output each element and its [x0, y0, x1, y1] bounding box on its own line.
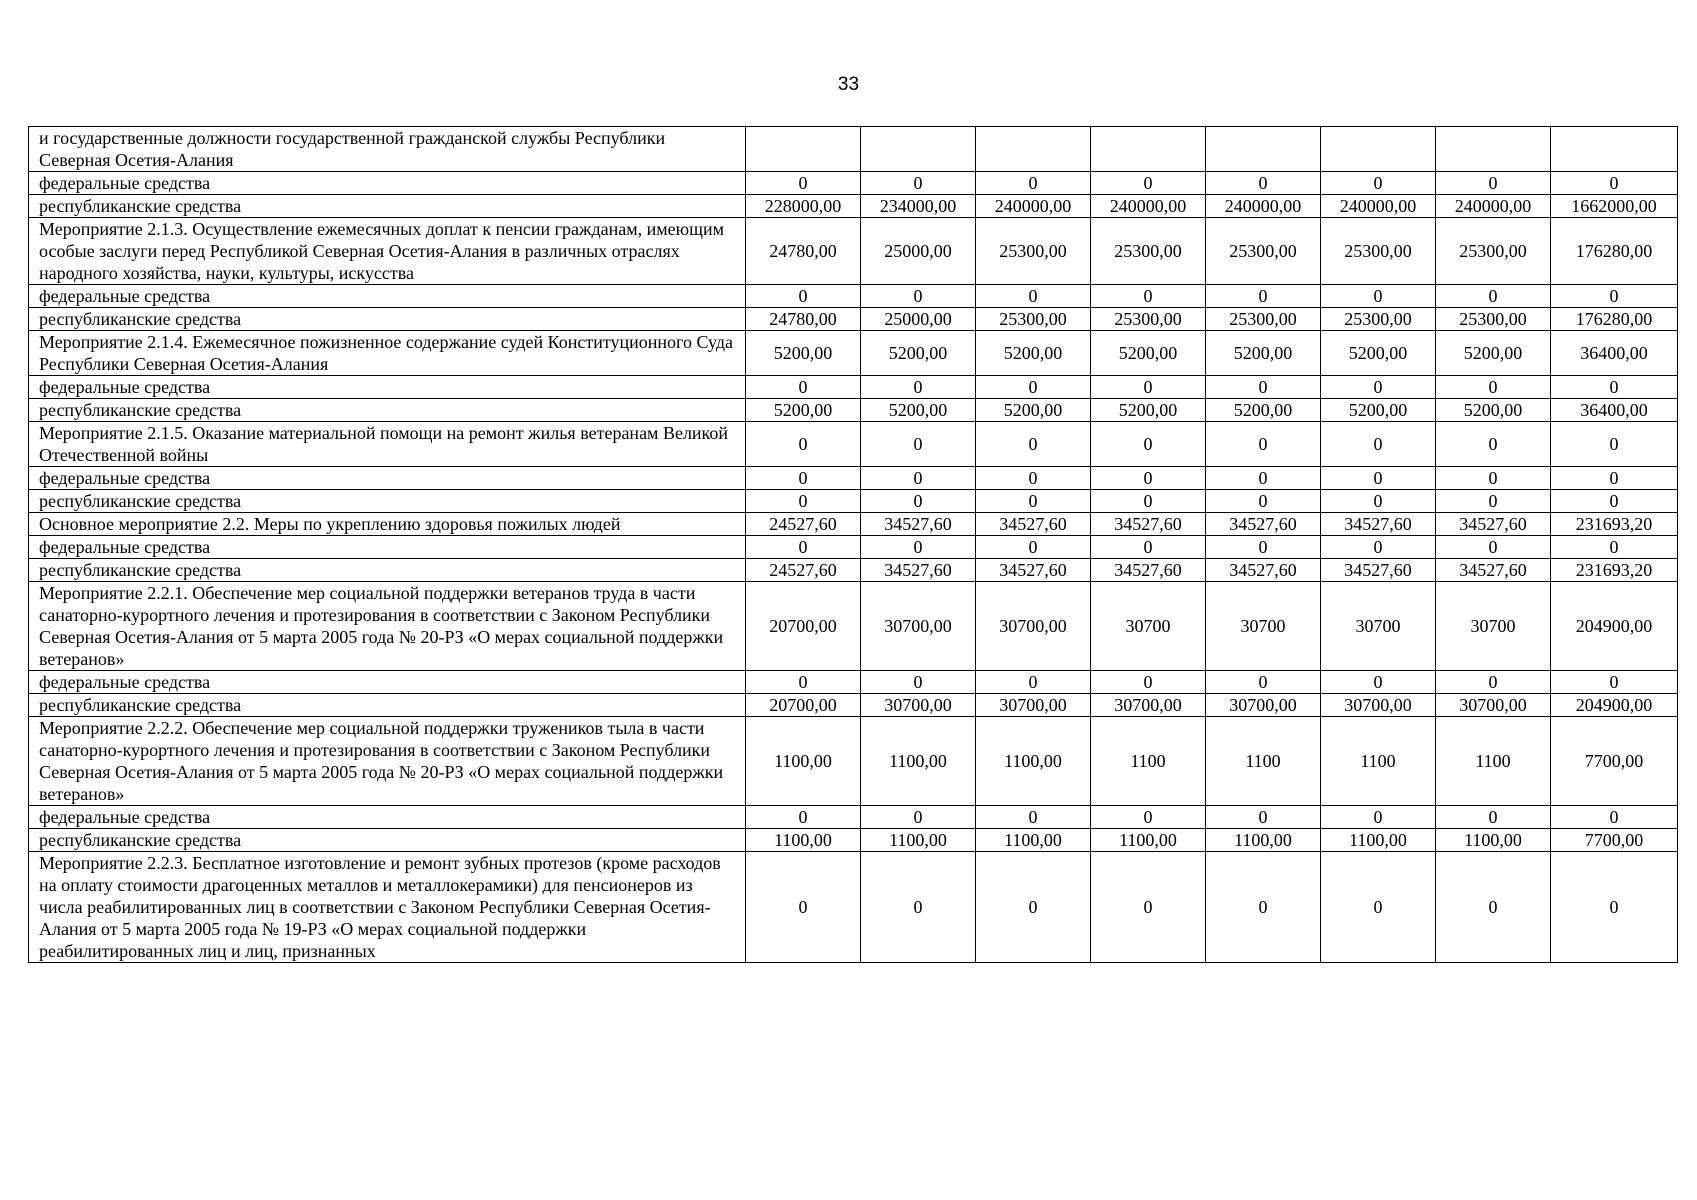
- row-total-value: 7700,00: [1551, 717, 1678, 806]
- row-description: Мероприятие 2.2.2. Обеспечение мер социальной поддержки тружеников тыла в части санаторно-курортного лечения и протезирования в соответствии с Законом Республики Северная Осетия-Алания от 5 марта 2005 года № 20-РЗ «О мерах социальной поддержки ветеранов»: [29, 717, 746, 806]
- row-year-value: 0: [1321, 852, 1436, 963]
- row-year-value: 240000,00: [1321, 195, 1436, 218]
- row-year-value: 0: [1206, 172, 1321, 195]
- row-year-value: 34527,60: [1206, 513, 1321, 536]
- row-year-value: 0: [1206, 806, 1321, 829]
- row-year-value: 0: [1321, 285, 1436, 308]
- row-description: республиканские средства: [29, 195, 746, 218]
- row-year-value: 30700,00: [976, 582, 1091, 671]
- row-year-value: 0: [1091, 285, 1206, 308]
- row-year-value: 0: [976, 490, 1091, 513]
- row-year-value: 0: [861, 422, 976, 467]
- row-year-value: 30700: [1321, 582, 1436, 671]
- row-total-value: 36400,00: [1551, 399, 1678, 422]
- row-description: федеральные средства: [29, 806, 746, 829]
- row-description: Мероприятие 2.1.3. Осуществление ежемесячных доплат к пенсии гражданам, имеющим особые заслуги перед Республикой Северная Осетия-Алания в различных отраслях народного хозяйства, науки, культуры, искусства: [29, 218, 746, 285]
- row-year-value: 25000,00: [861, 308, 976, 331]
- row-total-value: 0: [1551, 376, 1678, 399]
- table-row: [29, 172, 1678, 195]
- table-row: [29, 285, 1678, 308]
- row-year-value: [1321, 127, 1436, 172]
- row-year-value: 25300,00: [1206, 308, 1321, 331]
- row-year-value: 30700,00: [861, 582, 976, 671]
- row-total-value: 0: [1551, 172, 1678, 195]
- row-year-value: 0: [1206, 536, 1321, 559]
- table-row: [29, 671, 1678, 694]
- row-year-value: 0: [1206, 467, 1321, 490]
- row-year-value: [1206, 127, 1321, 172]
- row-year-value: 0: [861, 536, 976, 559]
- row-year-value: 0: [861, 852, 976, 963]
- row-year-value: 20700,00: [746, 582, 861, 671]
- row-description: республиканские средства: [29, 399, 746, 422]
- row-year-value: 34527,60: [861, 559, 976, 582]
- row-year-value: 5200,00: [1321, 399, 1436, 422]
- row-description: Мероприятие 2.2.3. Бесплатное изготовление и ремонт зубных протезов (кроме расходов на оплату стоимости драгоценных металлов и металлокерамики) для пенсионеров из числа реабилитированных лиц в соответствии с Законом Республики Северная Осетия-Алания от 5 марта 2005 года № 19-РЗ «О мерах социальной поддержки реабилитированных лиц и лиц, признанных: [29, 852, 746, 963]
- row-year-value: 34527,60: [1091, 513, 1206, 536]
- row-year-value: 0: [1091, 376, 1206, 399]
- budget-table-body: [29, 127, 1678, 963]
- row-year-value: 0: [861, 376, 976, 399]
- row-year-value: 0: [1206, 422, 1321, 467]
- row-year-value: 34527,60: [976, 559, 1091, 582]
- table-row: [29, 806, 1678, 829]
- row-year-value: 25300,00: [1436, 218, 1551, 285]
- row-year-value: 5200,00: [746, 331, 861, 376]
- row-year-value: 30700,00: [861, 694, 976, 717]
- row-year-value: 0: [1091, 490, 1206, 513]
- row-year-value: 5200,00: [1321, 331, 1436, 376]
- row-year-value: 25300,00: [1091, 218, 1206, 285]
- row-year-value: 25300,00: [1321, 308, 1436, 331]
- row-year-value: 1100,00: [861, 829, 976, 852]
- row-year-value: 228000,00: [746, 195, 861, 218]
- row-year-value: 0: [1091, 671, 1206, 694]
- row-year-value: 1100,00: [1436, 829, 1551, 852]
- row-total-value: 0: [1551, 671, 1678, 694]
- row-year-value: 1100,00: [746, 717, 861, 806]
- row-total-value: 176280,00: [1551, 218, 1678, 285]
- row-year-value: 0: [1206, 852, 1321, 963]
- row-year-value: 240000,00: [976, 195, 1091, 218]
- row-year-value: 34527,60: [1321, 513, 1436, 536]
- row-year-value: 24780,00: [746, 308, 861, 331]
- table-row: [29, 308, 1678, 331]
- row-year-value: 1100,00: [746, 829, 861, 852]
- table-row: [29, 490, 1678, 513]
- row-description: федеральные средства: [29, 285, 746, 308]
- table-row: [29, 582, 1678, 671]
- row-year-value: 234000,00: [861, 195, 976, 218]
- row-year-value: 0: [746, 376, 861, 399]
- row-year-value: 5200,00: [1091, 331, 1206, 376]
- row-year-value: 240000,00: [1206, 195, 1321, 218]
- row-total-value: 231693,20: [1551, 559, 1678, 582]
- row-year-value: 34527,60: [976, 513, 1091, 536]
- table-row: [29, 218, 1678, 285]
- row-year-value: 0: [746, 285, 861, 308]
- row-year-value: 0: [976, 172, 1091, 195]
- table-row: [29, 422, 1678, 467]
- row-year-value: 0: [1436, 467, 1551, 490]
- row-year-value: 0: [1436, 490, 1551, 513]
- row-year-value: 34527,60: [1436, 559, 1551, 582]
- row-year-value: 30700: [1091, 582, 1206, 671]
- row-year-value: 1100,00: [1206, 829, 1321, 852]
- row-total-value: 204900,00: [1551, 582, 1678, 671]
- row-year-value: 0: [1321, 172, 1436, 195]
- table-row: [29, 399, 1678, 422]
- row-year-value: 34527,60: [1436, 513, 1551, 536]
- row-year-value: 30700,00: [1321, 694, 1436, 717]
- row-total-value: 0: [1551, 285, 1678, 308]
- budget-table: [28, 126, 1678, 963]
- row-year-value: 0: [1206, 376, 1321, 399]
- row-year-value: 240000,00: [1436, 195, 1551, 218]
- row-year-value: 0: [861, 490, 976, 513]
- row-year-value: 0: [1321, 671, 1436, 694]
- row-year-value: [976, 127, 1091, 172]
- row-year-value: 0: [861, 467, 976, 490]
- row-year-value: 1100,00: [976, 717, 1091, 806]
- row-year-value: 0: [746, 671, 861, 694]
- row-year-value: 0: [746, 422, 861, 467]
- row-total-value: 204900,00: [1551, 694, 1678, 717]
- row-year-value: 1100: [1436, 717, 1551, 806]
- row-total-value: 1662000,00: [1551, 195, 1678, 218]
- row-year-value: 0: [976, 852, 1091, 963]
- row-description: республиканские средства: [29, 308, 746, 331]
- row-description: федеральные средства: [29, 671, 746, 694]
- row-total-value: [1551, 127, 1678, 172]
- row-year-value: 0: [1091, 172, 1206, 195]
- row-year-value: 0: [1091, 467, 1206, 490]
- row-year-value: 0: [746, 852, 861, 963]
- row-year-value: 1100: [1206, 717, 1321, 806]
- row-year-value: 0: [1436, 671, 1551, 694]
- row-total-value: 0: [1551, 422, 1678, 467]
- row-year-value: 30700: [1436, 582, 1551, 671]
- row-year-value: 24780,00: [746, 218, 861, 285]
- row-year-value: 0: [1206, 490, 1321, 513]
- row-total-value: 0: [1551, 467, 1678, 490]
- row-year-value: 0: [861, 172, 976, 195]
- row-year-value: 30700,00: [1091, 694, 1206, 717]
- row-year-value: 5200,00: [976, 399, 1091, 422]
- row-year-value: 0: [861, 285, 976, 308]
- row-year-value: 0: [1091, 422, 1206, 467]
- row-year-value: 0: [861, 806, 976, 829]
- row-year-value: 0: [1091, 536, 1206, 559]
- row-year-value: 0: [1436, 806, 1551, 829]
- row-year-value: 0: [1436, 285, 1551, 308]
- row-year-value: 34527,60: [1206, 559, 1321, 582]
- row-year-value: 0: [1091, 806, 1206, 829]
- row-year-value: 1100,00: [861, 717, 976, 806]
- row-year-value: 30700,00: [976, 694, 1091, 717]
- row-total-value: 0: [1551, 806, 1678, 829]
- row-year-value: 0: [746, 490, 861, 513]
- row-year-value: [1436, 127, 1551, 172]
- row-year-value: 1100,00: [976, 829, 1091, 852]
- table-row: [29, 513, 1678, 536]
- row-description: республиканские средства: [29, 829, 746, 852]
- row-year-value: 1100: [1091, 717, 1206, 806]
- table-row: [29, 127, 1678, 172]
- row-description: и государственные должности государственной гражданской службы Республики Северная Осетия-Алания: [29, 127, 746, 172]
- row-year-value: 30700: [1206, 582, 1321, 671]
- table-row: [29, 559, 1678, 582]
- row-year-value: 0: [1206, 285, 1321, 308]
- row-description: республиканские средства: [29, 559, 746, 582]
- row-year-value: 0: [1321, 806, 1436, 829]
- row-total-value: 0: [1551, 490, 1678, 513]
- row-year-value: 0: [1321, 467, 1436, 490]
- row-year-value: 5200,00: [861, 331, 976, 376]
- row-year-value: 0: [1206, 671, 1321, 694]
- row-description: федеральные средства: [29, 172, 746, 195]
- row-year-value: 0: [976, 422, 1091, 467]
- row-year-value: 1100: [1321, 717, 1436, 806]
- row-description: федеральные средства: [29, 467, 746, 490]
- row-year-value: 0: [746, 172, 861, 195]
- row-description: Мероприятие 2.2.1. Обеспечение мер социальной поддержки ветеранов труда в части санаторно-курортного лечения и протезирования в соответствии с Законом Республики Северная Осетия-Алания от 5 марта 2005 года № 20-РЗ «О мерах социальной поддержки ветеранов»: [29, 582, 746, 671]
- row-year-value: 5200,00: [976, 331, 1091, 376]
- row-description: федеральные средства: [29, 536, 746, 559]
- row-year-value: 0: [1436, 172, 1551, 195]
- row-year-value: 0: [746, 467, 861, 490]
- row-total-value: 176280,00: [1551, 308, 1678, 331]
- row-year-value: 30700,00: [1436, 694, 1551, 717]
- row-year-value: 25000,00: [861, 218, 976, 285]
- table-row: [29, 852, 1678, 963]
- row-description: республиканские средства: [29, 490, 746, 513]
- row-year-value: [1091, 127, 1206, 172]
- row-year-value: 1100,00: [1321, 829, 1436, 852]
- row-year-value: 0: [1321, 422, 1436, 467]
- row-total-value: 7700,00: [1551, 829, 1678, 852]
- row-year-value: 0: [1436, 422, 1551, 467]
- row-description: Основное мероприятие 2.2. Меры по укреплению здоровья пожилых людей: [29, 513, 746, 536]
- row-year-value: 24527,60: [746, 513, 861, 536]
- table-row: [29, 717, 1678, 806]
- table-row: [29, 376, 1678, 399]
- row-year-value: 5200,00: [1206, 399, 1321, 422]
- row-year-value: [746, 127, 861, 172]
- row-year-value: 5200,00: [1206, 331, 1321, 376]
- row-year-value: 25300,00: [1091, 308, 1206, 331]
- row-year-value: 0: [861, 671, 976, 694]
- row-year-value: 0: [976, 467, 1091, 490]
- row-year-value: 20700,00: [746, 694, 861, 717]
- row-year-value: 0: [1436, 852, 1551, 963]
- row-year-value: 34527,60: [1091, 559, 1206, 582]
- row-description: республиканские средства: [29, 694, 746, 717]
- row-year-value: 1100,00: [1091, 829, 1206, 852]
- row-year-value: 0: [976, 806, 1091, 829]
- row-year-value: 25300,00: [976, 308, 1091, 331]
- row-year-value: 0: [1321, 490, 1436, 513]
- row-year-value: [861, 127, 976, 172]
- row-year-value: 25300,00: [976, 218, 1091, 285]
- row-year-value: 5200,00: [1436, 331, 1551, 376]
- row-year-value: 0: [1436, 536, 1551, 559]
- row-year-value: 25300,00: [1206, 218, 1321, 285]
- row-year-value: 0: [976, 536, 1091, 559]
- row-total-value: 36400,00: [1551, 331, 1678, 376]
- table-row: [29, 829, 1678, 852]
- table-row: [29, 331, 1678, 376]
- row-year-value: 34527,60: [861, 513, 976, 536]
- table-row: [29, 694, 1678, 717]
- row-year-value: 0: [1321, 536, 1436, 559]
- row-year-value: 240000,00: [1091, 195, 1206, 218]
- row-year-value: 5200,00: [746, 399, 861, 422]
- row-year-value: 0: [1321, 376, 1436, 399]
- row-total-value: 0: [1551, 852, 1678, 963]
- row-year-value: 30700,00: [1206, 694, 1321, 717]
- row-year-value: 0: [976, 285, 1091, 308]
- row-year-value: 0: [1436, 376, 1551, 399]
- row-description: Мероприятие 2.1.5. Оказание материальной помощи на ремонт жилья ветеранам Великой Отечественной войны: [29, 422, 746, 467]
- row-year-value: 0: [746, 806, 861, 829]
- table-row: [29, 195, 1678, 218]
- row-year-value: 25300,00: [1321, 218, 1436, 285]
- row-year-value: 24527,60: [746, 559, 861, 582]
- row-year-value: 0: [976, 376, 1091, 399]
- row-total-value: 231693,20: [1551, 513, 1678, 536]
- row-year-value: 34527,60: [1321, 559, 1436, 582]
- row-year-value: 0: [1091, 852, 1206, 963]
- page-number: 33: [837, 74, 860, 95]
- row-year-value: 0: [746, 536, 861, 559]
- row-total-value: 0: [1551, 536, 1678, 559]
- row-year-value: 25300,00: [1436, 308, 1551, 331]
- row-year-value: 5200,00: [1091, 399, 1206, 422]
- row-year-value: 5200,00: [861, 399, 976, 422]
- row-year-value: 5200,00: [1436, 399, 1551, 422]
- table-row: [29, 536, 1678, 559]
- row-description: федеральные средства: [29, 376, 746, 399]
- row-year-value: 0: [976, 671, 1091, 694]
- row-description: Мероприятие 2.1.4. Ежемесячное пожизненное содержание судей Конституционного Суда Республики Северная Осетия-Алания: [29, 331, 746, 376]
- table-row: [29, 467, 1678, 490]
